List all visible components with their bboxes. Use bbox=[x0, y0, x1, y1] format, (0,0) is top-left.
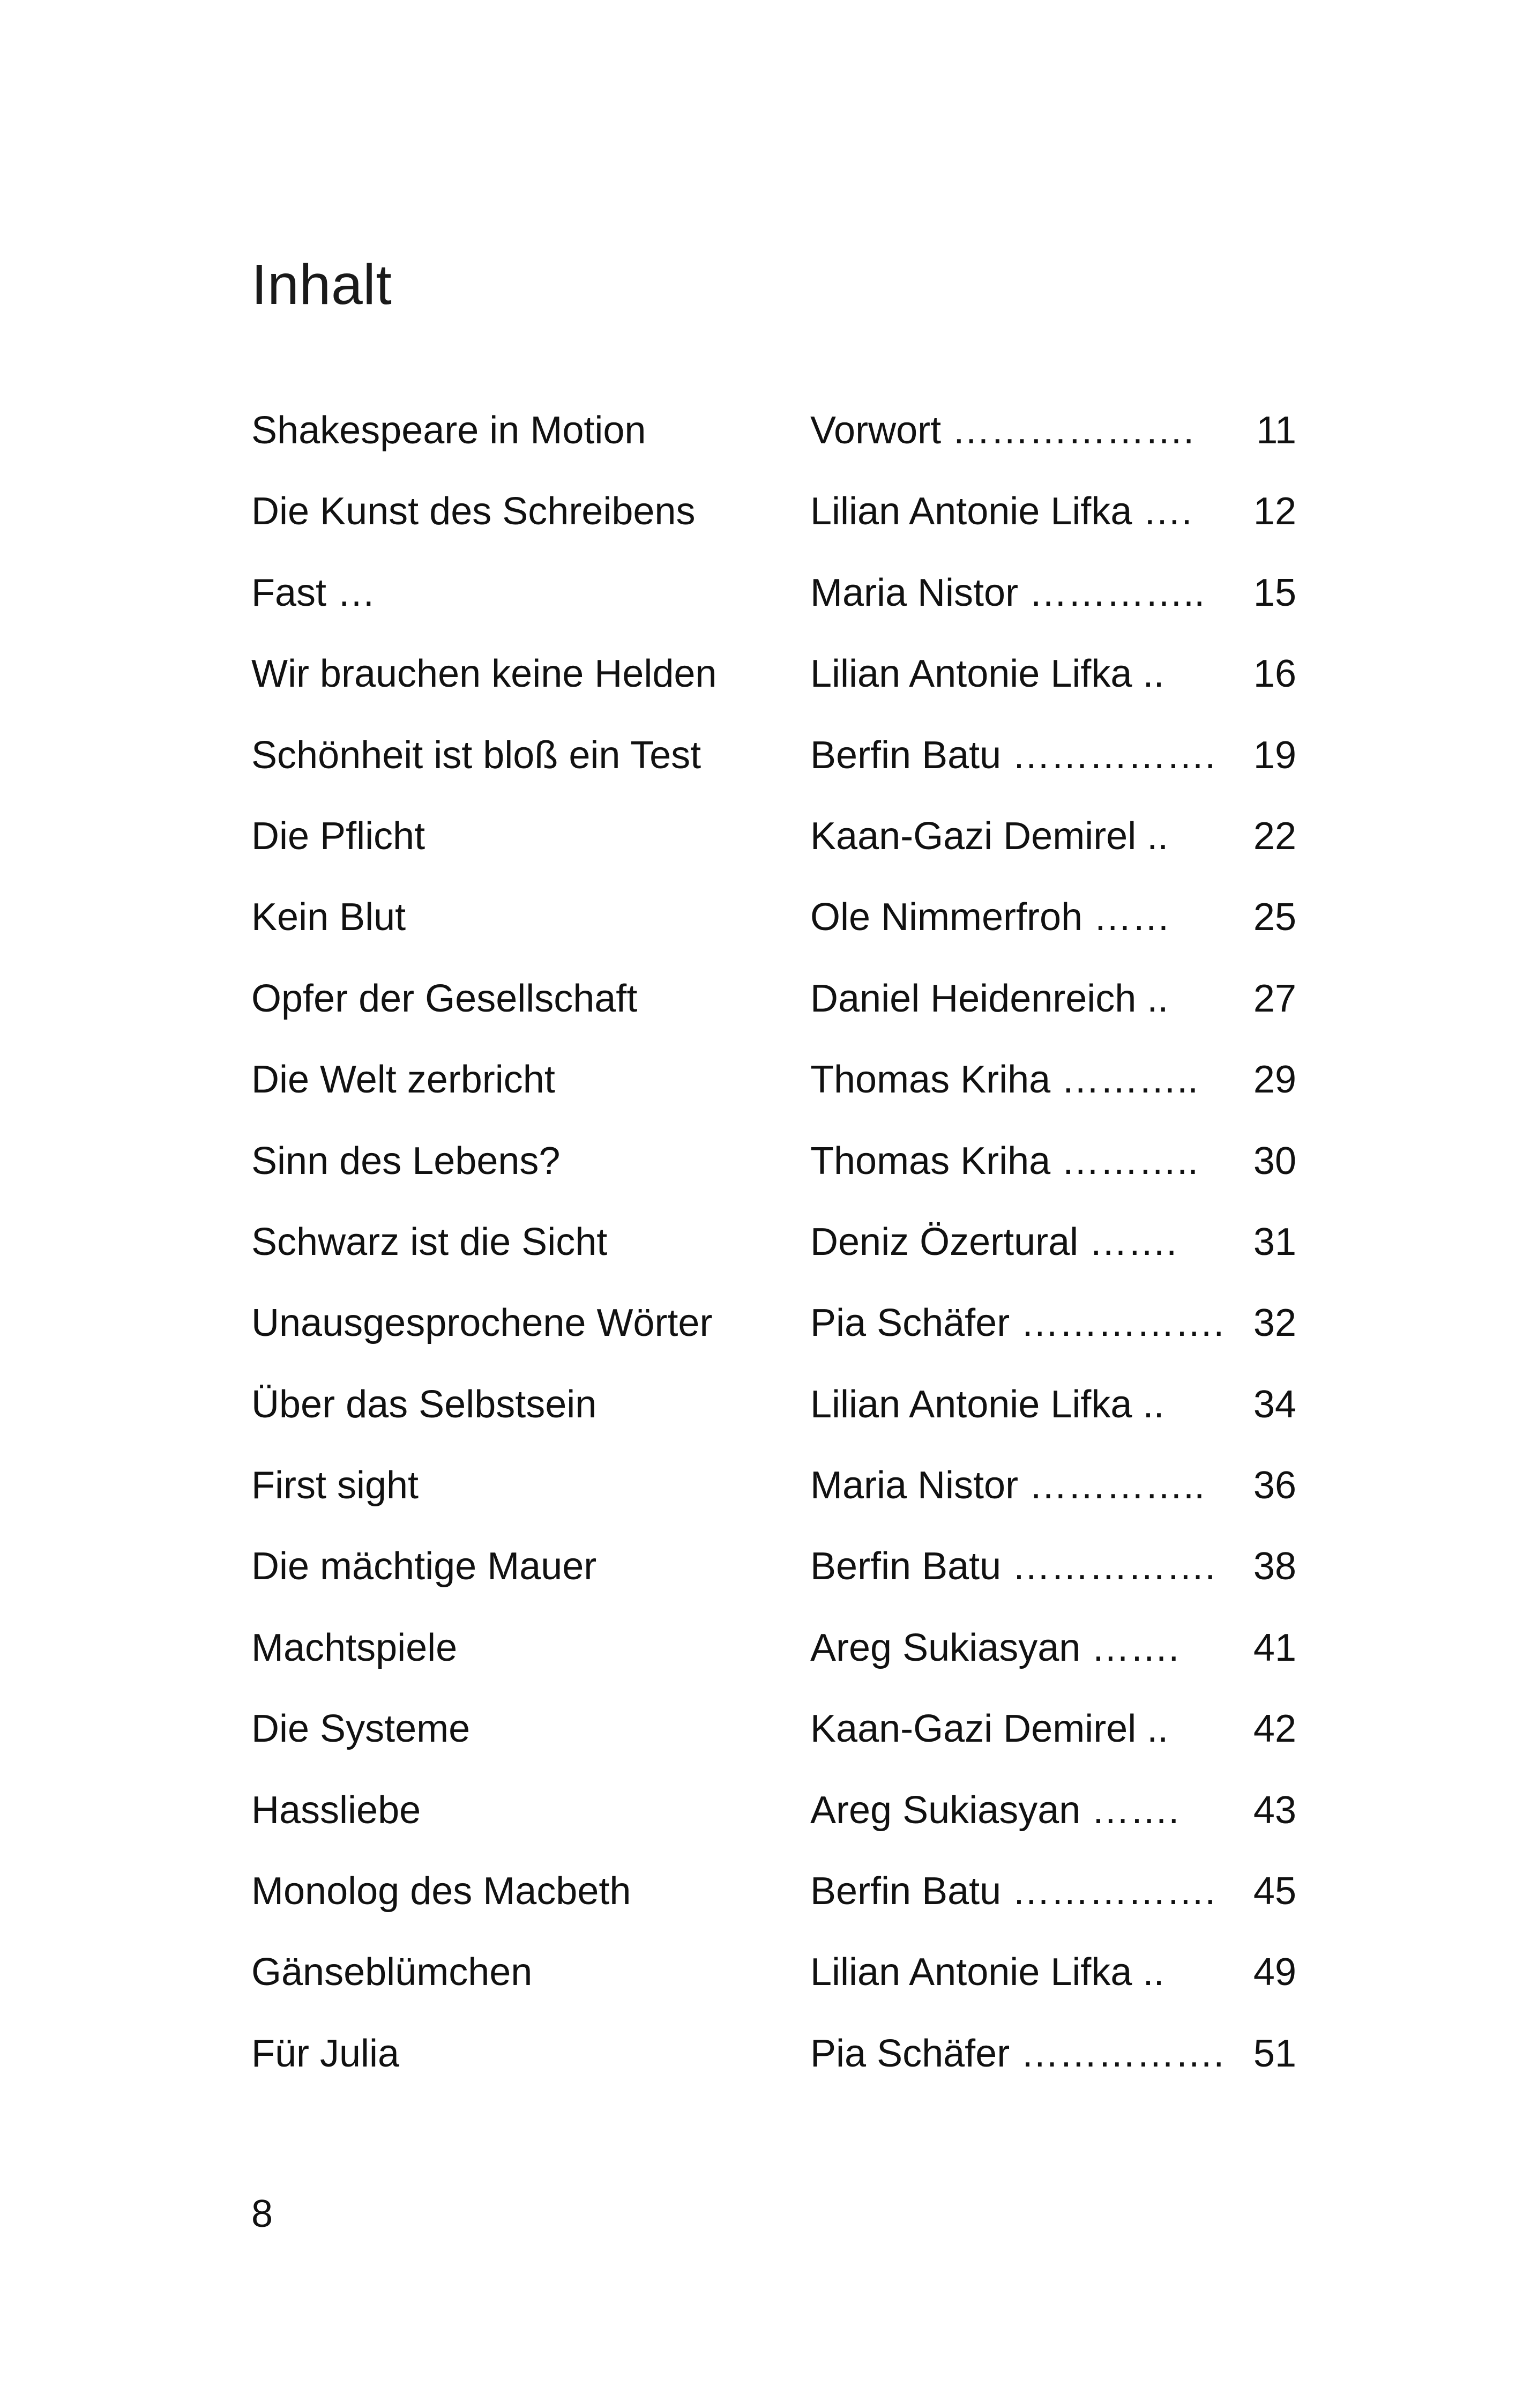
toc-entry-author: Pia Schäfer ……………. bbox=[810, 1302, 1225, 1345]
table-of-contents bbox=[251, 401, 1296, 2105]
page-title: Inhalt bbox=[251, 253, 392, 316]
toc-entry-title: Die Welt zerbricht bbox=[251, 1058, 555, 1102]
toc-row bbox=[251, 1050, 1296, 1131]
toc-entry-author: Berfin Batu ……………. bbox=[810, 733, 1216, 777]
toc-row bbox=[251, 1132, 1296, 1213]
toc-row bbox=[251, 1375, 1296, 1456]
toc-row bbox=[251, 644, 1296, 725]
toc-row bbox=[251, 2024, 1296, 2105]
toc-entry-author: Lilian Antonie Lifka …. bbox=[810, 490, 1192, 533]
toc-entry-author: Maria Nistor ………….. bbox=[810, 571, 1205, 614]
toc-entry-page: 19 bbox=[1253, 733, 1296, 777]
toc-entry-author: Maria Nistor ………….. bbox=[810, 1464, 1205, 1507]
toc-row bbox=[251, 1699, 1296, 1780]
toc-row bbox=[251, 482, 1296, 563]
toc-entry-page: 34 bbox=[1253, 1383, 1296, 1426]
toc-entry-title: Gänseblümchen bbox=[251, 1951, 533, 1994]
toc-entry-page: 41 bbox=[1253, 1626, 1296, 1669]
toc-entry-page: 51 bbox=[1253, 2032, 1296, 2075]
toc-row bbox=[251, 1294, 1296, 1374]
toc-row bbox=[251, 401, 1296, 482]
toc-row bbox=[251, 888, 1296, 969]
toc-entry-author: Berfin Batu ……………. bbox=[810, 1870, 1216, 1913]
toc-entry-author: Thomas Kriha ……….. bbox=[810, 1139, 1199, 1183]
toc-entry-page: 32 bbox=[1253, 1302, 1296, 1345]
toc-entry-author: Vorwort ………………. bbox=[810, 409, 1194, 452]
toc-row bbox=[251, 563, 1296, 644]
toc-entry-title: Fast … bbox=[251, 571, 376, 614]
toc-entry-title: First sight bbox=[251, 1464, 419, 1507]
toc-entry-author: Lilian Antonie Lifka .. bbox=[810, 1383, 1164, 1426]
toc-entry-author: Lilian Antonie Lifka .. bbox=[810, 1951, 1164, 1994]
toc-row bbox=[251, 1862, 1296, 1943]
toc-entry-title: Für Julia bbox=[251, 2032, 400, 2075]
toc-entry-page: 38 bbox=[1253, 1545, 1296, 1588]
toc-entry-title: Die Kunst des Schreibens bbox=[251, 490, 696, 533]
toc-entry-author: Deniz Özertural ……. bbox=[810, 1220, 1177, 1264]
toc-row bbox=[251, 1537, 1296, 1618]
toc-entry-page: 31 bbox=[1253, 1220, 1296, 1264]
toc-entry-page: 27 bbox=[1253, 977, 1296, 1020]
toc-row bbox=[251, 1456, 1296, 1537]
toc-entry-page: 16 bbox=[1253, 652, 1296, 696]
toc-entry-page: 42 bbox=[1253, 1707, 1296, 1751]
toc-entry-page: 12 bbox=[1253, 490, 1296, 533]
toc-entry-title: Hassliebe bbox=[251, 1788, 421, 1832]
toc-row bbox=[251, 1943, 1296, 2024]
toc-entry-author: Areg Sukiasyan ……. bbox=[810, 1788, 1179, 1832]
toc-row bbox=[251, 1781, 1296, 1862]
toc-row bbox=[251, 807, 1296, 888]
toc-entry-title: Kein Blut bbox=[251, 896, 406, 939]
toc-entry-page: 11 bbox=[1256, 409, 1296, 452]
page-number: 8 bbox=[251, 2193, 273, 2235]
toc-entry-page: 22 bbox=[1253, 814, 1296, 858]
toc-entry-title: Die Pflicht bbox=[251, 814, 425, 858]
toc-entry-page: 36 bbox=[1253, 1464, 1296, 1507]
toc-entry-author: Kaan-Gazi Demirel .. bbox=[810, 1707, 1169, 1751]
toc-entry-page: 15 bbox=[1253, 571, 1296, 614]
toc-entry-author: Pia Schäfer ……………. bbox=[810, 2032, 1225, 2075]
toc-entry-title: Über das Selbstsein bbox=[251, 1383, 597, 1426]
toc-entry-title: Opfer der Gesellschaft bbox=[251, 977, 638, 1020]
toc-entry-page: 49 bbox=[1253, 1951, 1296, 1994]
toc-row bbox=[251, 1618, 1296, 1699]
toc-entry-page: 29 bbox=[1253, 1058, 1296, 1102]
toc-entry-title: Schönheit ist bloß ein Test bbox=[251, 733, 701, 777]
toc-entry-title: Unausgesprochene Wörter bbox=[251, 1302, 713, 1345]
toc-entry-author: Berfin Batu ……………. bbox=[810, 1545, 1216, 1588]
toc-entry-author: Lilian Antonie Lifka .. bbox=[810, 652, 1164, 696]
toc-entry-title: Wir brauchen keine Helden bbox=[251, 652, 717, 696]
toc-entry-title: Monolog des Macbeth bbox=[251, 1870, 631, 1913]
toc-entry-title: Die mächtige Mauer bbox=[251, 1545, 597, 1588]
toc-entry-title: Die Systeme bbox=[251, 1707, 471, 1751]
toc-entry-author: Ole Nimmerfroh …… bbox=[810, 896, 1171, 939]
toc-entry-title: Machtspiele bbox=[251, 1626, 458, 1669]
toc-entry-title: Sinn des Lebens? bbox=[251, 1139, 561, 1183]
toc-entry-author: Thomas Kriha ……….. bbox=[810, 1058, 1199, 1102]
toc-row bbox=[251, 726, 1296, 807]
toc-entry-title: Schwarz ist die Sicht bbox=[251, 1220, 608, 1264]
toc-entry-author: Kaan-Gazi Demirel .. bbox=[810, 814, 1169, 858]
toc-entry-author: Areg Sukiasyan ……. bbox=[810, 1626, 1179, 1669]
toc-row bbox=[251, 969, 1296, 1050]
toc-entry-page: 25 bbox=[1253, 896, 1296, 939]
toc-entry-page: 45 bbox=[1253, 1870, 1296, 1913]
toc-entry-author: Daniel Heidenreich .. bbox=[810, 977, 1169, 1020]
toc-entry-page: 43 bbox=[1253, 1788, 1296, 1832]
toc-row bbox=[251, 1213, 1296, 1294]
toc-entry-title: Shakespeare in Motion bbox=[251, 409, 646, 452]
toc-entry-page: 30 bbox=[1253, 1139, 1296, 1183]
